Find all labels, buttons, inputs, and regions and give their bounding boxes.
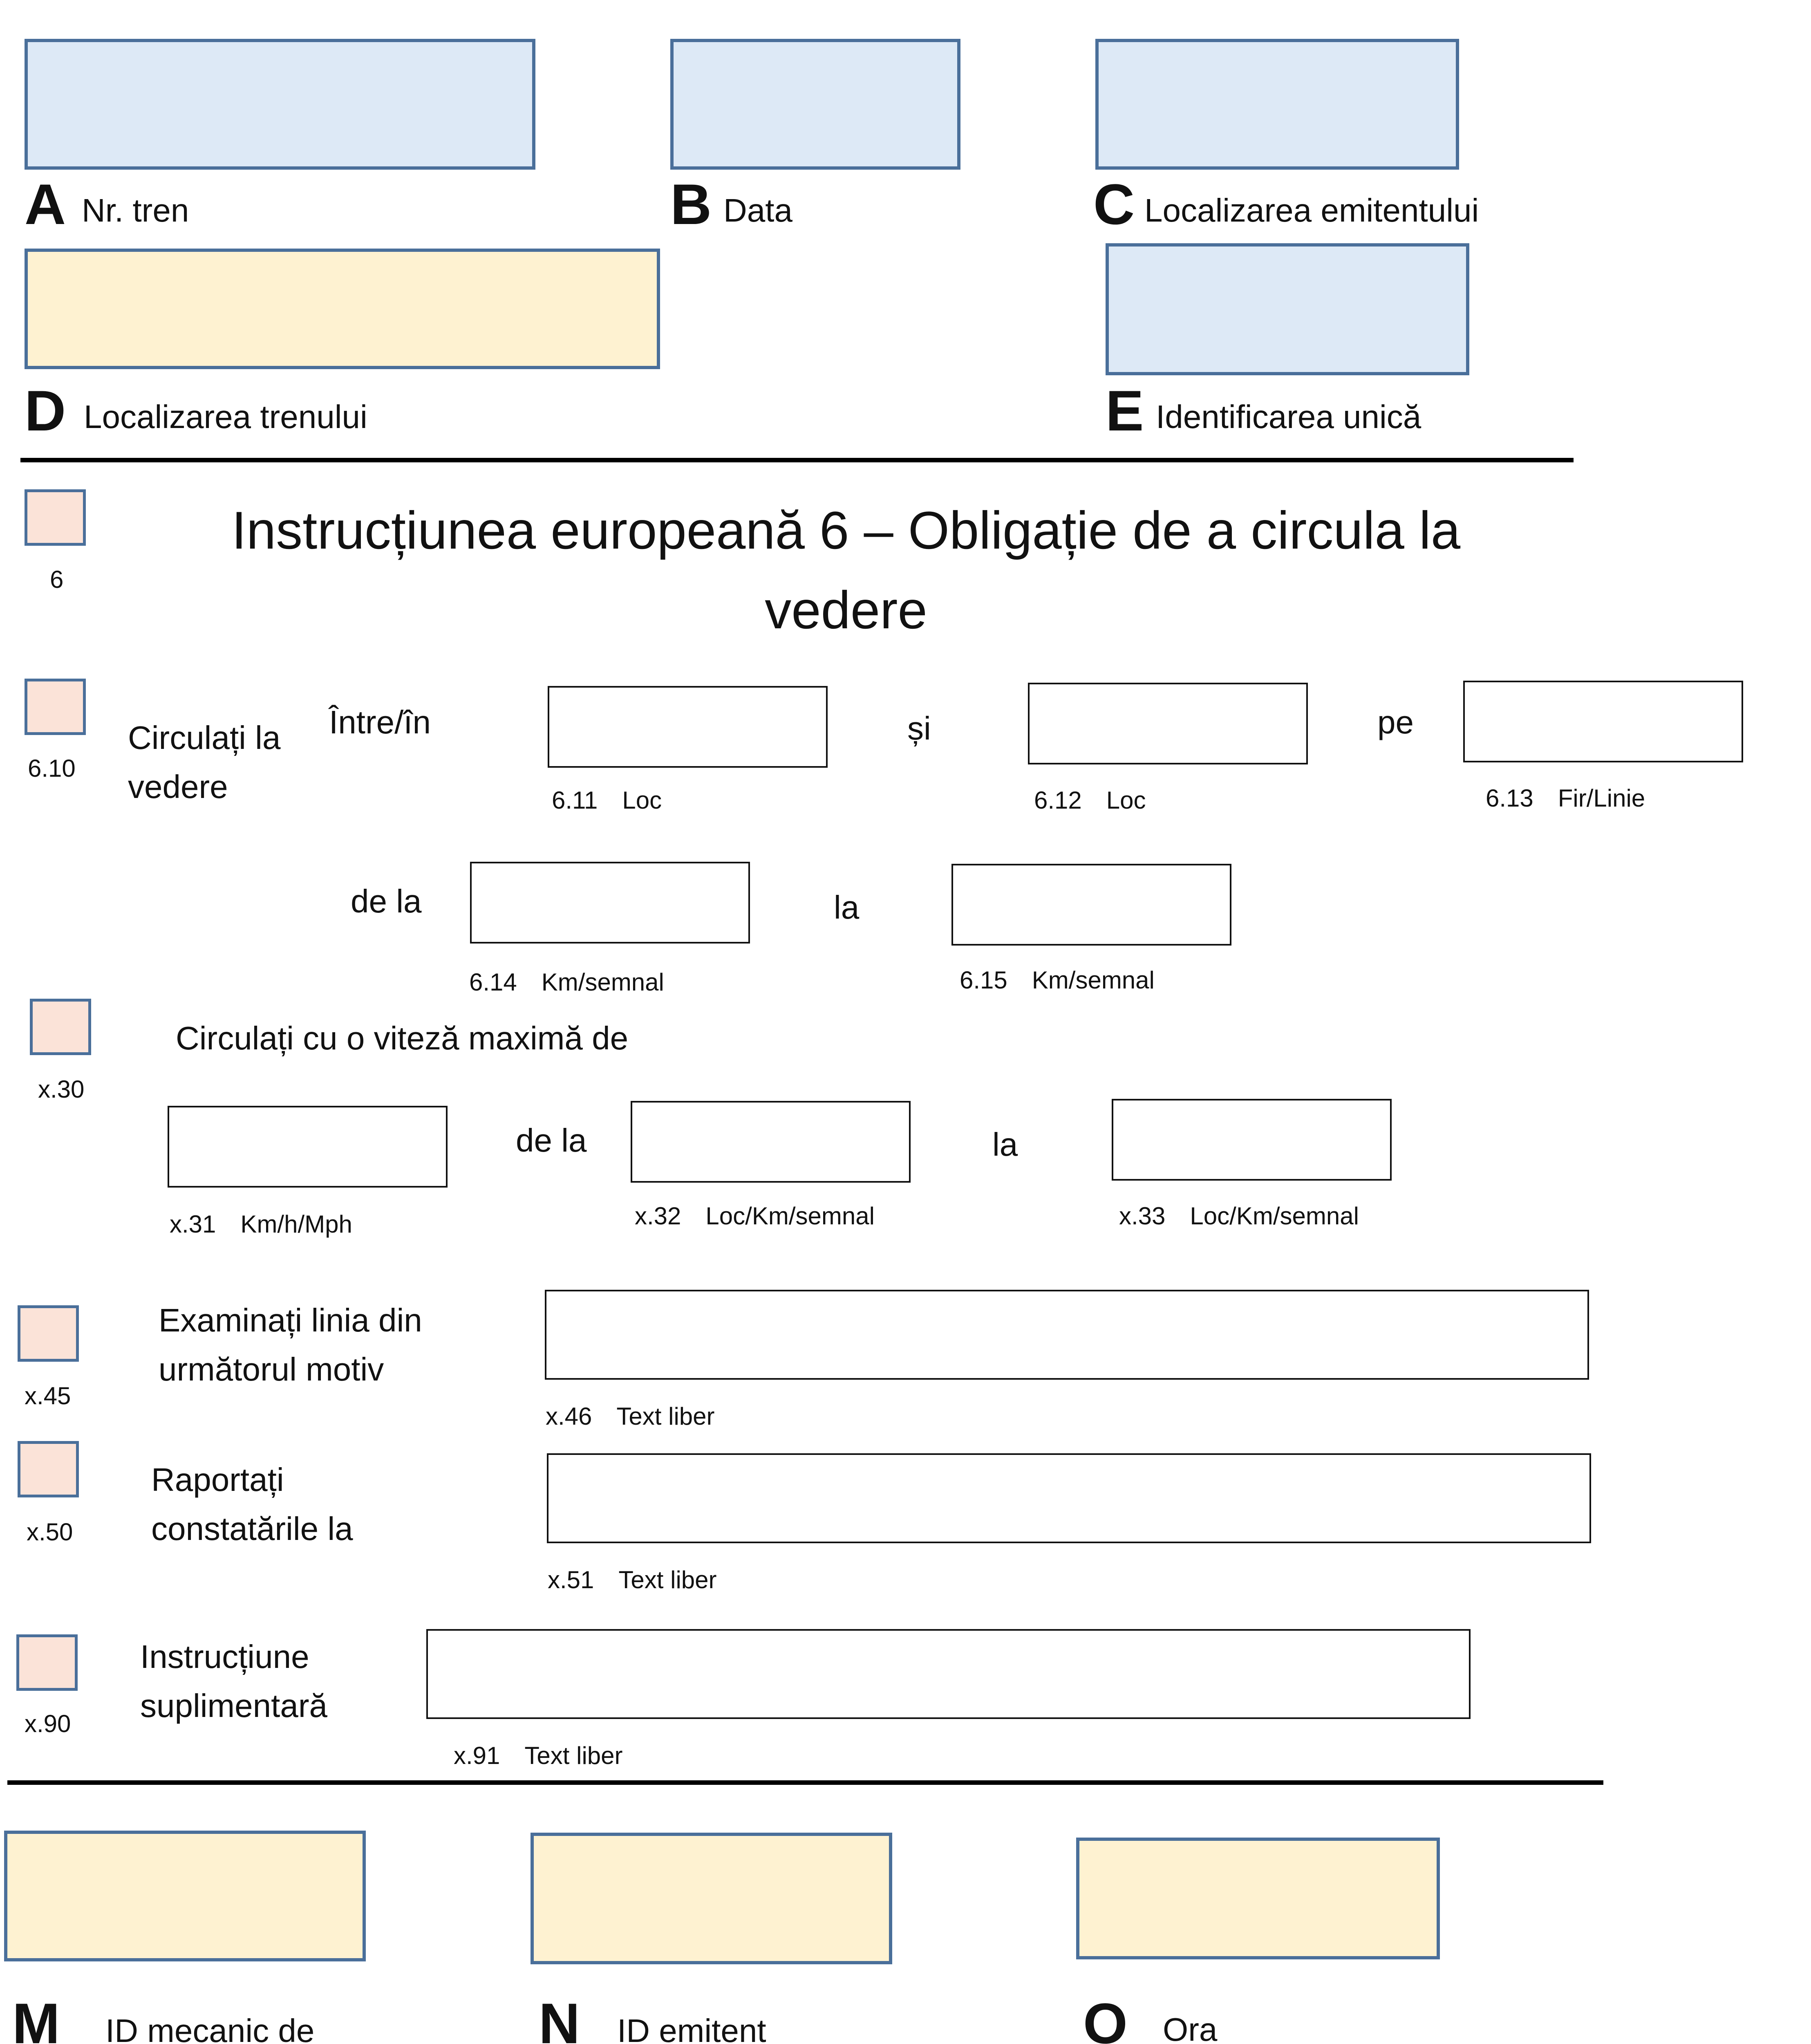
location-x-33-caption: x.33 Loc/Km/semnal: [1119, 1202, 1359, 1230]
speed-to-label: la: [992, 1126, 1018, 1163]
examine-line-checkbox[interactable]: [18, 1305, 79, 1362]
issuer-location-field[interactable]: [1095, 39, 1459, 170]
run-on-sight-checkbox[interactable]: [25, 679, 86, 735]
unique-id-field[interactable]: [1106, 243, 1469, 375]
date-field[interactable]: [670, 39, 960, 170]
max-speed-checkbox[interactable]: [30, 999, 91, 1055]
km-signal-6-14-field[interactable]: [470, 862, 750, 944]
date-label: Data: [723, 192, 792, 229]
free-text-x-51-field[interactable]: [547, 1453, 1591, 1543]
run-on-sight-code: 6.10: [28, 755, 76, 782]
bottom-divider: [7, 1780, 1603, 1785]
letter-b: B: [670, 172, 712, 236]
from-label: de la: [351, 883, 422, 919]
max-speed-code: x.30: [38, 1076, 85, 1103]
unique-id-label: Identificarea unică: [1156, 399, 1421, 435]
location-x-32-field[interactable]: [631, 1101, 911, 1183]
letter-o: O: [1083, 1991, 1128, 2044]
letter-c: C: [1093, 172, 1135, 236]
and-label: și: [907, 710, 931, 746]
train-location-field[interactable]: [25, 249, 660, 369]
additional-instruction-label: Instrucțiune suplimentară: [140, 1638, 328, 1724]
driver-id-label: ID mecanic de: [105, 2013, 315, 2044]
letter-d: D: [25, 379, 66, 443]
letter-e: E: [1106, 379, 1144, 443]
location-6-11-caption: 6.11 Loc: [552, 787, 662, 814]
track-6-13-field[interactable]: [1463, 681, 1743, 762]
location-6-12-field[interactable]: [1028, 683, 1308, 764]
examine-line-code: x.45: [25, 1382, 71, 1410]
free-text-x-46-field[interactable]: [545, 1290, 1589, 1380]
page-title: Instrucțiunea europeană 6 – Obligație de a circula la vedere: [231, 500, 1461, 640]
time-label: Ora: [1163, 2011, 1218, 2044]
on-label: pe: [1377, 704, 1414, 740]
train-number-field[interactable]: [25, 39, 535, 170]
letter-n: N: [539, 1991, 580, 2044]
location-6-11-field[interactable]: [548, 686, 828, 768]
free-text-x-46-caption: x.46 Text liber: [546, 1403, 715, 1430]
track-6-13-caption: 6.13 Fir/Linie: [1486, 784, 1645, 812]
km-signal-6-14-caption: 6.14 Km/semnal: [469, 968, 664, 996]
location-x-33-field[interactable]: [1112, 1099, 1392, 1181]
issuer-location-label: Localizarea emitentului: [1144, 192, 1479, 229]
issuer-id-field[interactable]: [531, 1833, 892, 1964]
between-label: Între/în: [329, 704, 431, 740]
train-location-label: Localizarea trenului: [84, 399, 367, 435]
section-6-checkbox[interactable]: [25, 489, 86, 546]
report-findings-label: Raportați constatările la: [151, 1461, 353, 1547]
letter-m: M: [12, 1991, 60, 2044]
letter-a: A: [25, 172, 66, 236]
report-findings-code: x.50: [27, 1518, 73, 1546]
location-x-32-caption: x.32 Loc/Km/semnal: [635, 1202, 875, 1230]
train-number-label: Nr. tren: [82, 192, 189, 229]
report-findings-checkbox[interactable]: [18, 1441, 79, 1497]
km-signal-6-15-field[interactable]: [951, 864, 1231, 946]
top-divider: [20, 458, 1574, 462]
speed-x-31-field[interactable]: [168, 1106, 448, 1188]
examine-line-label: Examinați linia din următorul motiv: [159, 1302, 422, 1387]
free-text-x-91-caption: x.91 Text liber: [454, 1742, 623, 1769]
km-signal-6-15-caption: 6.15 Km/semnal: [960, 966, 1155, 994]
additional-instruction-code: x.90: [25, 1710, 71, 1737]
free-text-x-91-field[interactable]: [426, 1629, 1471, 1719]
additional-instruction-checkbox[interactable]: [16, 1634, 78, 1691]
location-6-12-caption: 6.12 Loc: [1034, 787, 1146, 814]
section-6-code: 6: [50, 566, 64, 593]
run-on-sight-label: Circulați la vedere: [128, 719, 281, 805]
driver-id-field[interactable]: [4, 1831, 366, 1961]
free-text-x-51-caption: x.51 Text liber: [548, 1566, 717, 1594]
speed-x-31-caption: x.31 Km/h/Mph: [170, 1210, 352, 1238]
to-label: la: [834, 889, 860, 926]
time-field[interactable]: [1076, 1838, 1440, 1959]
max-speed-label: Circulați cu o viteză maximă de: [176, 1020, 629, 1056]
issuer-id-label: ID emitent: [617, 2013, 766, 2044]
speed-from-label: de la: [516, 1122, 587, 1159]
